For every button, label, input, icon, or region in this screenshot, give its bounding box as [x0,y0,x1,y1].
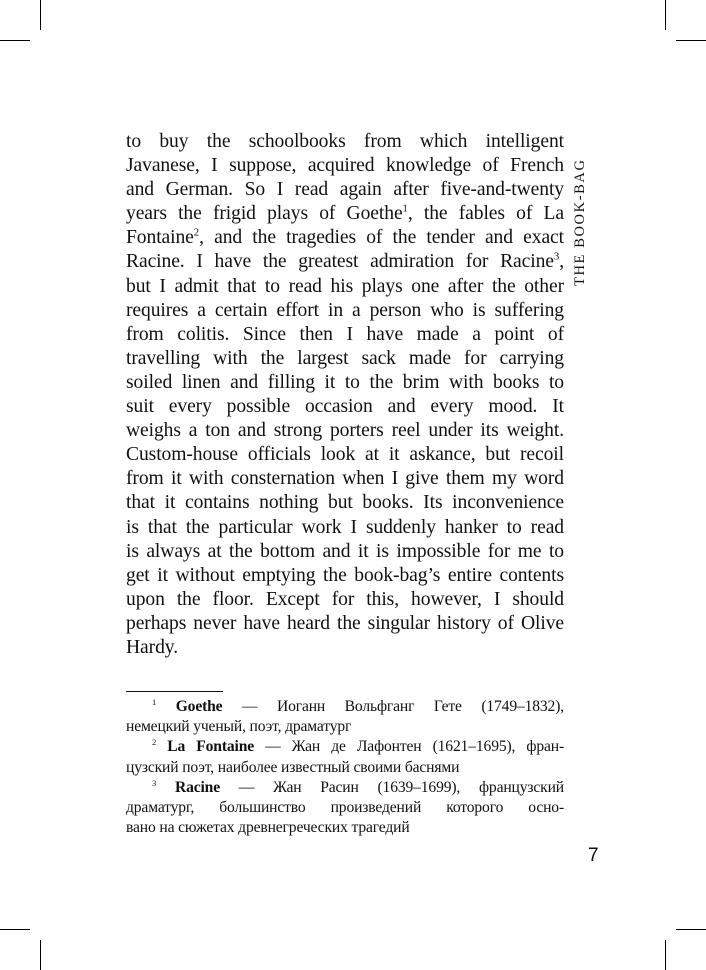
crop-mark-top-left [40,0,41,30]
footnote-text: — Жан Расин (1639–1699), французский [219,778,564,796]
footnote-3-cont: драматург, большинство произведений которого осно- [126,799,564,817]
body-line: get it without emptying the book-bag’s entire contents [126,564,564,586]
body-text-segment: , [559,251,564,273]
body-line [126,226,564,250]
footnotes [126,697,564,838]
body-text-segment: , and the tragedies of the tender and exact [199,227,564,249]
footnote-term: Goethe [175,698,223,715]
crop-mark-top-right [665,0,666,30]
footnote-ref-2[interactable]: 2 [193,226,200,239]
footnote-2-cont: цузский поэт, наиболее известный своими баснями [126,758,460,776]
body-line: requires a certain effort in a person who is suffering [126,299,564,321]
body-line [126,250,564,274]
footnote-1-cont: немецкий ученый, поэт, драматург [126,718,352,736]
footnote-number: 1 [152,697,157,707]
footnote-3-cont: вано на сюжетах древнегреческих трагедий [126,819,410,837]
body-text [126,130,564,660]
crop-mark-right-bottom [676,929,706,930]
body-line: perhaps never have heard the singular history of Olive [126,612,564,634]
crop-mark-left-bottom [0,929,30,930]
body-line: is that the particular work I suddenly hanker to read [126,516,564,538]
body-text-segment: years the frigid plays of Goethe [126,203,403,225]
body-line: is always at the bottom and it is impossible for me to [126,540,564,562]
crop-mark-right-top [676,40,706,41]
body-line: but I admit that to read his plays one after the other [126,275,564,297]
footnote-text: — Жан де Лафонтен (1621–1695), фран- [254,738,565,756]
body-line: travelling with the largest sack made for carrying [126,347,564,369]
footnote-number: 3 [152,777,157,788]
body-line: weighs a ton and strong porters reel under its weight. [126,420,564,442]
body-line: Custom-house officials look at it askance, but recoil [126,444,564,466]
footnote-text: — Иоганн Вольфганг Гете (1749–1832), [222,698,564,715]
crop-mark-bottom-right [665,940,666,970]
footnote-term: Racine [174,778,220,796]
page-number: 7 [588,845,599,866]
footnote-term: La Fontaine [167,738,254,756]
crop-mark-left-top [0,40,30,41]
footnote-ref-3[interactable]: 3 [553,250,560,263]
footnote-number: 2 [152,737,157,748]
body-line: Javanese, I suppose, acquired knowledge of French [126,155,564,177]
body-text-segment: Fontaine [126,227,194,249]
footnote-2 [126,737,564,757]
body-line: soiled linen and filling it to the brim with books to [126,371,564,393]
footnote-ref-1[interactable]: 1 [402,202,408,215]
body-line: and German. So I read again after five-and-twenty [126,179,564,201]
body-line: that it contains nothing but books. Its inconvenience [126,492,564,514]
footnote-1 [126,697,564,717]
body-text-segment: , the fables of La [407,203,564,225]
body-line: upon the floor. Except for this, however, I should [126,588,564,610]
body-line: from it with consternation when I give them my word [126,468,564,490]
body-line: to buy the schoolbooks from which intelligent [126,131,564,152]
crop-mark-bottom-left [40,940,41,970]
footnote-3 [126,778,564,798]
body-line: from colitis. Since then I have made a point of [126,323,564,345]
body-line: suit every possible occasion and every mood. It [126,396,564,418]
running-head: THE BOOK-BAG [572,158,588,286]
body-line [126,202,564,226]
footnote-rule [126,691,223,692]
body-line: Hardy. [126,636,178,658]
body-text-segment: Racine. I have the greatest admiration for Racine [126,251,554,273]
